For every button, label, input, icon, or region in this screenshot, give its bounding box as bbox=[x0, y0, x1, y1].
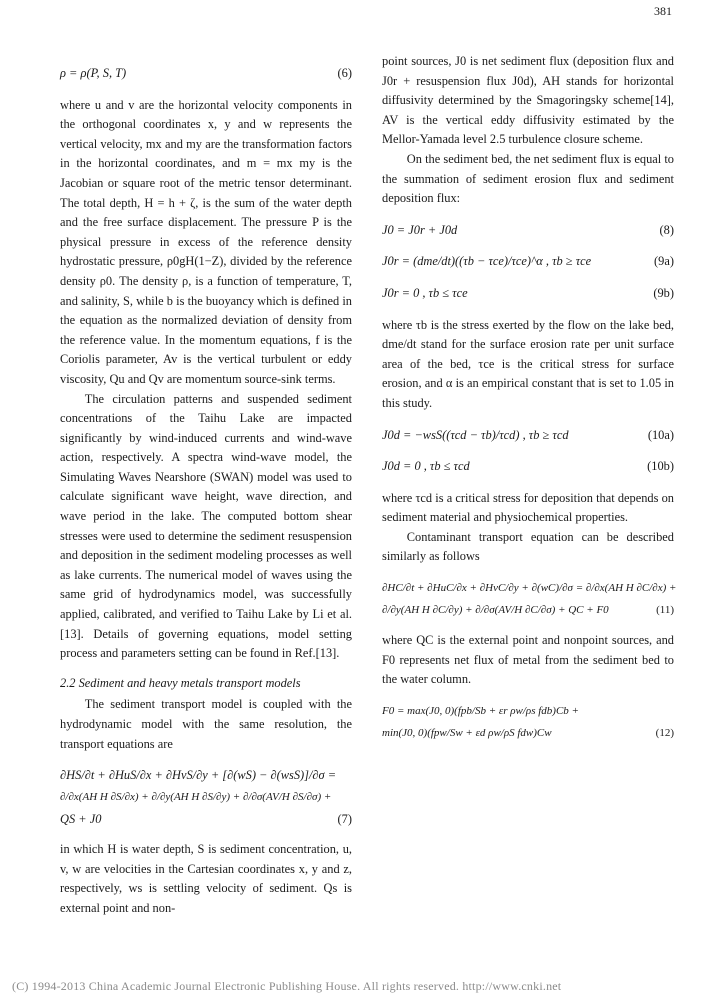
paragraph-contaminant-terms: where QC is the external point and nonpoint sources, and F0 represents net flux of metal from the sediment bed to the water column. bbox=[382, 633, 674, 687]
equation-10a bbox=[382, 426, 674, 446]
equation-12-line2: min(J0, 0)(fpw/Sw + εd ρw/ρS fdw)Cw bbox=[382, 726, 552, 739]
equation-6-number: (6) bbox=[337, 66, 352, 80]
equation-8 bbox=[382, 221, 674, 241]
equation-11-line1: ∂HC/∂t + ∂HuC/∂x + ∂HvC/∂y + ∂(wC)/∂σ = ∂/∂x(AH H ∂C/∂x) + bbox=[382, 582, 677, 595]
paragraph-sediment-terms: in which H is water depth, S is sediment concentration, u, v, w are velocities in the Cartesian coordinates x, y and z, respectively, ws is settling velocity of sediment. Qs is external point and non- bbox=[60, 842, 352, 915]
equation-9a-formula: J0r = (dme/dt)((τb − τce)/τce)^α , τb ≥ τce bbox=[382, 254, 592, 269]
equation-7-line1: ∂HS/∂t + ∂HuS/∂x + ∂HvS/∂y + [∂(wS) − ∂(wsS)]/∂σ = bbox=[60, 768, 337, 783]
equation-7-line2: ∂/∂x(AH H ∂S/∂x) + ∂/∂y(AH H ∂S/∂y) + ∂/∂σ(AV/H ∂S/∂σ) + bbox=[60, 791, 332, 804]
right-column bbox=[382, 52, 677, 754]
equation-7-number: (7) bbox=[337, 812, 352, 827]
equation-10b bbox=[382, 457, 674, 477]
paragraph-erosion-terms: where τb is the stress exerted by the flow on the lake bed, dme/dt stand for the surface erosion rate per unit surface area of the bed, τce is the critical stress for surface erosion, and α is an empirical constant that is set to 1.05 in this study. bbox=[382, 317, 674, 410]
section-title: 2.2 Sediment and heavy metals transport models bbox=[60, 675, 301, 690]
equation-10a-number: (10a) bbox=[647, 427, 674, 442]
page-number: 381 bbox=[654, 4, 672, 18]
equation-9a-number: (9a) bbox=[654, 254, 674, 269]
equation-12-number: (12) bbox=[655, 726, 674, 739]
equation-8-formula: J0 = J0r + J0d bbox=[382, 222, 458, 237]
equation-9b bbox=[382, 284, 674, 304]
paragraph-variables: where u and v are the horizontal velocity components in the orthogonal coordinates x, y and w represents the vertical velocity, mx and my are the transformation factors in the horizontal coordinates, and m = mx my is the Jacobian or square root of the metric tensor determinant. The total depth, H = h + ζ, is the sum of the water depth and the free surface displacement. The pressure P is the physical pressure in excess of the reference density hydrostatic pressure, ρ0gH(1−Z), divided by the reference density ρ0. The density ρ, is a function of temperature, T, and salinity, S, while b is the buoyancy which is defined in the equation as the normalized deviation of density from the reference value. In the momentum equations, f is the Coriolis parameter, Av is the vertical turbulent or eddy viscosity, Qu and Qv are momentum source-sink terms. bbox=[60, 97, 352, 386]
paragraph-sediment-intro: The sediment transport model is coupled with the hydrodynamic model with the same resolution, the transport equations are bbox=[60, 697, 352, 751]
equation-11 bbox=[382, 577, 677, 621]
paragraph-contaminant-intro: Contaminant transport equation can be described similarly as follows bbox=[382, 529, 674, 564]
equation-9b-formula: J0r = 0 , τb ≤ τce bbox=[382, 285, 468, 300]
equation-7 bbox=[60, 764, 352, 830]
equation-9b-number: (9b) bbox=[653, 285, 674, 300]
equation-6-formula: ρ = ρ(P, S, T) bbox=[60, 66, 127, 80]
equation-10a-formula: J0d = −wsS((τcd − τb)/τcd) , τb ≥ τcd bbox=[382, 427, 569, 442]
paragraph-circulation: The circulation patterns and suspended sediment concentrations of the Taihu Lake are impacted significantly by wind-induced currents and wind-wave action, respectively. A spectra wind-wave model, the Simulating Waves Nearshore (SWAN) model was used to calculate significant wave height, wave direction, and wave period in the lake. The computed bottom shear stresses were used to determine the sediment resuspension and deposition in the sediment modeling processes as well as lake currents. The numerical model of waves using the same grid of hydrodynamics model, was successfully applied, calibrated, and verified to Taihu Lake by Li et al.[13]. Details of governing equations, model setting process and parameters setting can be found in Ref.[13]. bbox=[60, 391, 352, 661]
left-column bbox=[60, 52, 352, 919]
equation-10b-number: (10b) bbox=[647, 459, 674, 474]
equation-12-line1: F0 = max(J0, 0)(fpb/Sb + εr ρw/ρs fdb)Cb + bbox=[382, 704, 579, 717]
equation-9a bbox=[382, 252, 674, 272]
equation-6 bbox=[60, 64, 352, 84]
paragraph-sources: point sources, J0 is net sediment flux (deposition flux and J0r + resuspension flux J0d), AH stands for horizontal diffusivity determined by the Smagoringsky scheme[14], AV is the vertical eddy diffusivity estimated by the Mellor-Yamada level 2.5 turbulence closure scheme. bbox=[382, 54, 674, 147]
equation-11-number: (11) bbox=[656, 604, 674, 617]
paragraph-deposition-terms: where τcd is a critical stress for deposition that depends on sediment material and physiochemical properties. bbox=[382, 490, 674, 525]
equation-12 bbox=[382, 700, 674, 744]
copyright-footer: (C) 1994-2013 China Academic Journal Electronic Publishing House. All rights reserved. http://www.cnki.net bbox=[12, 979, 562, 993]
equation-8-number: (8) bbox=[659, 222, 674, 237]
paragraph-net-flux: On the sediment bed, the net sediment flux is equal to the summation of sediment erosion flux and sediment deposition flux: bbox=[382, 151, 674, 206]
equation-7-line3: QS + J0 bbox=[60, 812, 102, 827]
equation-10b-formula: J0d = 0 , τb ≤ τcd bbox=[382, 459, 470, 474]
equation-11-line2: ∂/∂y(AH H ∂C/∂y) + ∂/∂σ(AV/H ∂C/∂σ) + QC + F0 bbox=[382, 604, 609, 617]
